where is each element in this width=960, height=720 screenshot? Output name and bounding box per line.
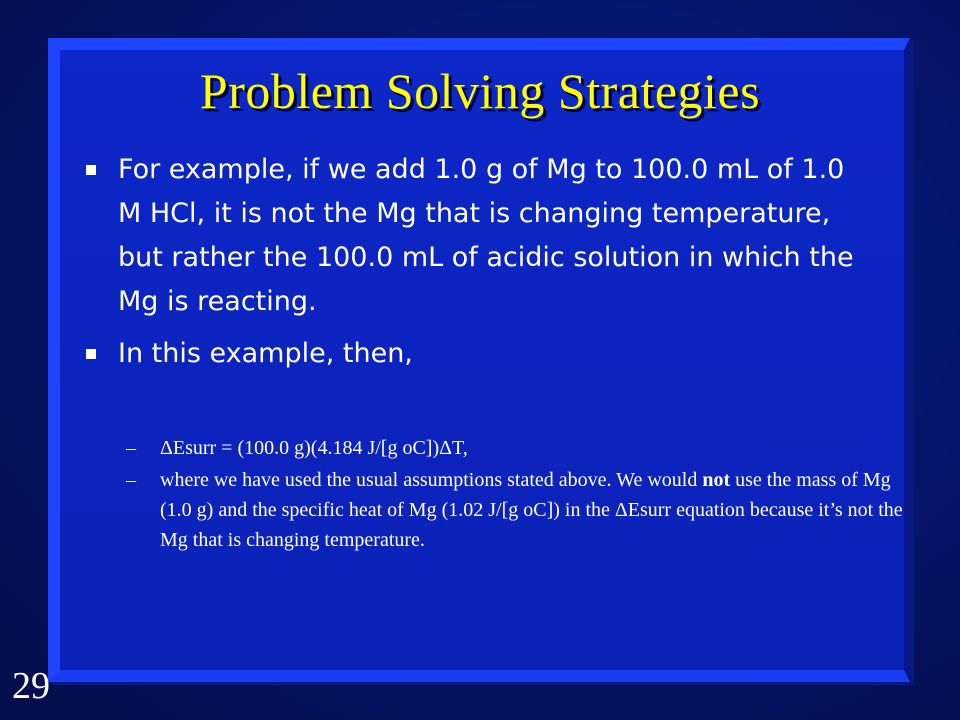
bullet-list [86, 148, 866, 376]
bullet-text: In this example, then, [118, 338, 413, 369]
sub-bullet-explanation [126, 465, 905, 555]
dash-bullet: – [126, 469, 136, 491]
sub-bullet-text: use the mass of Mg (1.0 g) and the specific heat of Mg (1.02 J/[g oC]) in the ΔEsurr equation because it’s not the Mg that is changing temperature. [160, 469, 903, 551]
slide-number: 29 [12, 665, 50, 707]
bullet-text: For example, if we add 1.0 g of Mg to 100.0 mL of 1.0 M HCl, it is not the Mg that is changing temperature, but rather the 100.0 mL of acidic solution in which the Mg is reacting. [118, 154, 854, 317]
sub-bullet-text: ΔEsurr = (100.0 g)(4.184 J/[g oC])ΔT, [160, 437, 468, 459]
emphasis-text: not [702, 469, 731, 491]
sub-bullet-equation [126, 433, 905, 463]
bullet-item [86, 332, 866, 376]
square-bullet-icon [86, 165, 96, 175]
dash-bullet: – [126, 437, 136, 459]
bullet-item [86, 148, 866, 324]
square-bullet-icon [86, 349, 96, 359]
slide-title: Problem Solving Strategies [199, 63, 761, 119]
sub-bullet-text: where we have used the usual assumptions stated above. We would [160, 469, 703, 491]
